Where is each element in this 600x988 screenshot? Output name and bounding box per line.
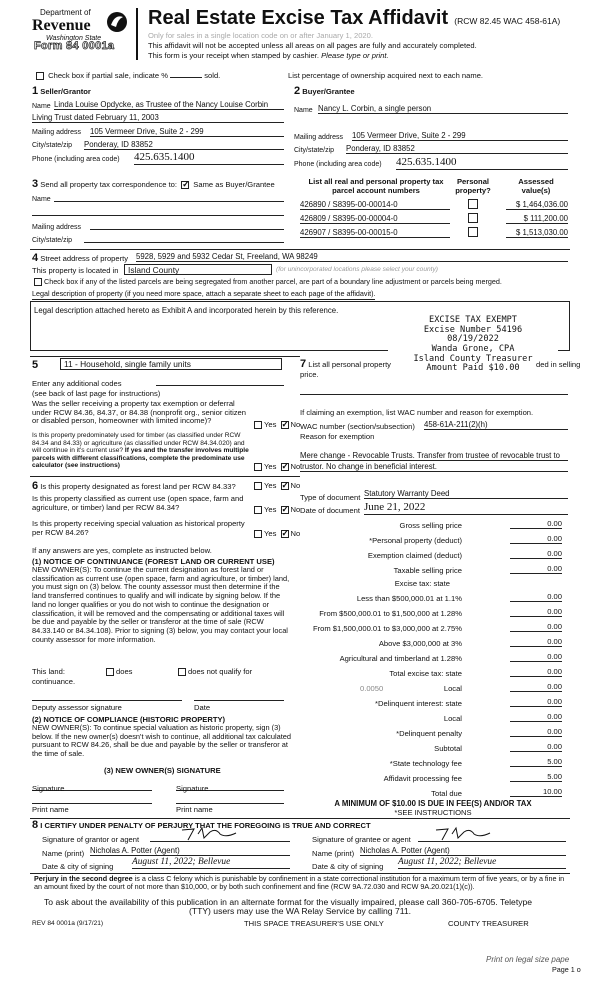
certify-text: I CERTIFY UNDER PENALTY OF PERJURY THAT THE FOREGOING IS TRUE AND CORRECT — [40, 821, 371, 830]
does-label: does — [116, 667, 133, 676]
section3-city-field[interactable] — [84, 235, 284, 243]
taxable-value[interactable]: 0.00 — [510, 564, 562, 574]
seller-phone-label: Phone (including area code) — [32, 156, 120, 163]
buyer-heading-text: Buyer/Grantee — [302, 87, 355, 96]
reason-label: Reason for exemption — [300, 432, 375, 441]
historic-no-label: No — [290, 529, 301, 538]
grantor-sig-label: Signature of grantor or agent — [42, 835, 140, 844]
section7-num: 7 — [300, 358, 307, 370]
subtotal-label: Subtotal — [434, 744, 462, 753]
personal-checkbox-3[interactable] — [468, 227, 478, 237]
if-yes-note: If any answers are yes, complete as instructed below. — [32, 546, 212, 555]
buyer-phone-label: Phone (including area code) — [294, 161, 382, 168]
owner-print-label-2: Print name — [176, 805, 213, 814]
this-land-row — [32, 667, 294, 676]
deputy-label: Deputy assessor signature — [32, 703, 122, 712]
legal-description-text: Legal description attached hereto as Exhibit A and incorporated herein by this reference. — [34, 306, 339, 315]
stamp-line2: Excise Number 54196 — [423, 324, 523, 335]
timber-question — [32, 432, 254, 470]
header-divider — [136, 8, 138, 60]
form-title — [148, 6, 560, 30]
buyer-city-label: City/state/zip — [294, 147, 335, 154]
located-label: This property is located in — [32, 266, 119, 275]
access-note-1: To ask about the availability of this publication in an alternate format for the visually impaired, please call 360-705-6705. Teletype — [44, 897, 533, 907]
stamp-line1: EXCISE TAX EXEMPT — [429, 315, 517, 325]
assessed-col-header: Assessed value(s) — [518, 177, 554, 196]
timber-yes-checkbox[interactable] — [254, 463, 262, 471]
tech-fee-label: *State technology fee — [389, 759, 462, 768]
partial-sale-label-b: sold. — [204, 71, 221, 80]
exemption-yes-checkbox[interactable] — [254, 421, 262, 429]
penalty-value[interactable]: 0.00 — [510, 727, 562, 737]
buyer-heading — [294, 85, 355, 98]
legal-label: Legal description of property (if you need more space, attach a separate sheet to each page of the affidavit). — [32, 289, 376, 298]
personal-property-line[interactable] — [300, 394, 568, 395]
divider-5 — [30, 356, 300, 357]
parcel-id-1[interactable]: 426890 / S8395-00-00014-0 — [300, 200, 450, 210]
divider-4 — [30, 249, 570, 250]
section3-city-label: City/state/zip — [32, 237, 73, 244]
grantee-name-label: Name (print) — [312, 849, 355, 858]
same-as-buyer-label: Same as Buyer/Grantee — [193, 180, 275, 189]
county-select[interactable]: Island County — [124, 264, 272, 275]
timber-yesno — [252, 462, 300, 471]
stamp-line6: Amount Paid $10.00 — [426, 363, 520, 374]
agency-line3: Washington State — [46, 35, 102, 42]
perjury-note — [34, 875, 570, 892]
page-number: Page 1 o — [552, 965, 581, 974]
historic-yesno — [252, 529, 300, 538]
continuance-label: continuance. — [32, 677, 76, 686]
grantee-name[interactable]: Nicholas A. Potter (Agent) — [360, 846, 566, 856]
street-label: Street address of property — [40, 254, 129, 263]
rev-number: REV 84 0001a (9/17/21) — [32, 920, 104, 927]
personal-checkbox-2[interactable] — [468, 213, 478, 223]
delinq-state-label: *Delinquent interest: state — [375, 699, 462, 708]
legal-size-note: Print on legal size pape — [486, 955, 570, 964]
tech-fee-value[interactable]: 5.00 — [510, 757, 562, 767]
additional-codes-field[interactable] — [156, 378, 284, 386]
section4-num: 4 — [32, 252, 39, 264]
seller-mail[interactable]: 105 Vermeer Drive, Suite 2 - 299 — [90, 127, 284, 137]
forest-question — [32, 480, 254, 493]
agency-line1: Department of — [40, 8, 91, 17]
section4-row — [32, 252, 128, 265]
seller-heading-text: Seller/Grantor — [40, 87, 91, 96]
form-id: Form 84 0001a — [34, 40, 115, 52]
access-note-2: (TTY) users may use the WA Relay Service by calling 711. — [188, 906, 412, 916]
grantee-signature[interactable] — [418, 828, 566, 842]
does-not-label: does not qualify for — [188, 667, 253, 676]
grantor-name[interactable]: Nicholas A. Potter (Agent) — [90, 846, 290, 856]
proc-fee-label: Affidavit processing fee — [383, 774, 462, 783]
doc-date[interactable]: June 21, 2022 — [364, 501, 568, 515]
tier3-label: From $1,500,000.01 to $3,000,000 at 2.75% — [312, 624, 462, 633]
notice3-title: (3) NEW OWNER(S) SIGNATURE — [104, 766, 221, 775]
grantee-signature-mark — [434, 824, 494, 842]
exemption-no-label: No — [290, 420, 301, 429]
same-as-buyer-checkbox[interactable] — [181, 181, 189, 189]
subtitle-2-text: This form is your receipt when stamped by cashier. — [148, 51, 319, 60]
tier3-value[interactable]: 0.00 — [510, 622, 562, 632]
parcel-id-2[interactable]: 426809 / S8395-00-00004-0 — [300, 214, 450, 224]
does-checkbox[interactable] — [106, 668, 114, 676]
subtitle-2-italic: Please type or print. — [321, 51, 389, 60]
owner-sig-label-2: Signature — [176, 784, 209, 793]
ag-label: Agricultural and timberland at 1.28% — [339, 654, 462, 663]
owner-print-line-1[interactable] — [32, 803, 152, 804]
forest-no-checkbox[interactable] — [281, 482, 289, 490]
current-use-yesno — [252, 505, 300, 514]
current-use-yes-label: Yes — [264, 505, 277, 514]
partial-sale-checkbox[interactable] — [36, 72, 44, 80]
penalty-label: *Delinquent penalty — [396, 729, 462, 738]
seller-heading — [32, 85, 91, 98]
section3-num: 3 — [32, 178, 39, 190]
reason-line-2 — [300, 471, 568, 472]
notice2-text: NEW OWNER(S): To continue special valuation as historic property, sign (3) below. If the new owner(s) doesn't wish to continue, all additional tax calculated pursuant to RCW 84.26, shall be due and payable by the seller or transferor at the time of sale. — [32, 723, 292, 759]
excise-state-label: Excise tax: state — [394, 579, 450, 588]
grantor-date-label: Date & city of signing — [42, 862, 114, 871]
does-not-option — [176, 667, 252, 676]
doc-type-label: Type of document — [300, 493, 361, 502]
agency-line2: Revenue — [32, 17, 91, 34]
subtotal-value[interactable]: 0.00 — [510, 742, 562, 752]
seller-city[interactable]: Ponderay, ID 83852 — [84, 140, 284, 150]
total-due-label: Total due — [431, 789, 462, 798]
assessed-value-2[interactable]: $ 111,200.00 — [506, 214, 568, 224]
street-address[interactable]: 5928, 5929 and 5932 Cedar St, Freeland, WA 98249 — [136, 252, 568, 262]
buyer-mail-label: Mailing address — [294, 134, 344, 141]
exemption-no-checkbox[interactable] — [281, 421, 289, 429]
ownership-note: List percentage of ownership acquired next to each name. — [288, 71, 484, 80]
seller-name-label: Name — [32, 103, 51, 110]
notice2-title: (2) NOTICE OF COMPLIANCE (HISTORIC PROPERTY) — [32, 715, 226, 724]
county-treasurer: COUNTY TREASURER — [448, 919, 529, 928]
grantor-date-city[interactable]: August 11, 2022; Bellevue — [132, 857, 290, 869]
exemption-question-text: Was the seller receiving a property tax exemption or deferral under RCW 84.36, 84.37, or 84.38 (nonprofit org., senior citizen or disabled person, homeowner with limited income)? — [32, 399, 247, 426]
proc-fee-value[interactable]: 5.00 — [510, 772, 562, 782]
deputy-date-label: Date — [194, 703, 211, 712]
total-state-value[interactable]: 0.00 — [510, 667, 562, 677]
historic-no-checkbox[interactable] — [281, 530, 289, 538]
minimum-note: A MINIMUM OF $10.00 IS DUE IN FEE(S) AND/OR TAX — [334, 799, 532, 808]
forest-question-text: Is this property designated as forest land per RCW 84.33? — [40, 482, 236, 491]
notice1-text: NEW OWNER(S): To continue the current designation as forest land or classification as current use (open space, farm and agriculture, or timber) land, you must sign on (3) below. The county assessor must then determine if the land transferred continues to qualify and will indicate by signing below. If the land no longer qualifies or you do not wish to continue the designation or classification, it will be removed and the compensating or additional taxes will be due and payable by the seller or transferor at the time of sale (RCW 84.33.140 or 84.34.108). Prior to signing (3) below, you may contact your local county assessor for more information. — [32, 565, 290, 644]
wac-label: WAC number (section/subsection) — [300, 422, 415, 431]
buyer-city[interactable]: Ponderay, ID 83852 — [346, 144, 568, 154]
reason-line-1 — [300, 460, 568, 461]
historic-question: Is this property receiving special valuation as historical property per RCW 84.26? — [32, 519, 245, 537]
deputy-sig-line[interactable] — [32, 700, 182, 701]
does-not-checkbox[interactable] — [178, 668, 186, 676]
timber-question-bold: If yes and the transfer involves multiple parcels with different classifications, complete the predominate use calculator (see instructions) — [32, 447, 249, 470]
total-due-value[interactable]: 10.00 — [510, 787, 562, 797]
timber-no-checkbox[interactable] — [281, 463, 289, 471]
historic-yes-checkbox[interactable] — [254, 530, 262, 538]
exemption-deduct-value[interactable]: 0.00 — [510, 549, 562, 559]
seller-name-2[interactable]: Living Trust dated February 11, 2003 — [32, 113, 284, 123]
gross-label: Gross selling price — [399, 521, 462, 530]
segregation-label: Check box if any of the listed parcels are being segregated from another parcel, are part of a boundary line adjustment or parcels being merged. — [44, 277, 502, 286]
segregation-checkbox[interactable] — [34, 278, 42, 286]
seller-mail-label: Mailing address — [32, 129, 82, 136]
local-rate: 0.0050 — [360, 684, 384, 693]
buyer-mail[interactable]: 105 Vermeer Drive, Suite 2 - 299 — [352, 131, 568, 141]
current-use-yes-checkbox[interactable] — [254, 506, 262, 514]
section7-label-b: ded in selling — [536, 360, 581, 369]
tier2-value[interactable]: 0.00 — [510, 607, 562, 617]
does-option — [104, 667, 132, 676]
treasurer-use: THIS SPACE TREASURER'S USE ONLY — [244, 919, 384, 928]
grantor-name-label: Name (print) — [42, 849, 85, 858]
seller-name-1[interactable]: Linda Louise Opdycke, as Trustee of the Nancy Louise Corbin — [54, 100, 284, 110]
timber-question-text: Is this property predominately used for timber (as classified under RCW 84.34 and 84.33) or agriculture (as classified under RCW 84.34.020) and will continue in it's current use? — [32, 432, 245, 455]
current-use-no-checkbox[interactable] — [281, 506, 289, 514]
section5-num: 5 — [32, 359, 39, 371]
dor-swirl-icon — [106, 10, 128, 34]
owner-print-line-2[interactable] — [176, 803, 284, 804]
taxable-label: Taxable selling price — [393, 566, 462, 575]
stamp-line4: Wanda Grone, CPA — [431, 343, 515, 354]
section3-name-label: Name — [32, 196, 51, 203]
section6-num: 6 — [32, 480, 39, 492]
section7-label-a: List all personal property — [308, 360, 391, 369]
exempt-stamp — [388, 316, 558, 374]
total-state-label: Total excise tax: state — [389, 669, 462, 678]
tier4-label: Above $3,000,000 at 3% — [378, 639, 462, 648]
section8-num: 8 — [32, 819, 39, 831]
subtitle-1: This affidavit will not be accepted unless all areas on all pages are fully and accurately completed. — [148, 41, 477, 50]
section3-mail-label: Mailing address — [32, 224, 82, 231]
title-ref: (RCW 82.45 WAC 458-61A) — [454, 16, 561, 26]
partial-sale-label-a: Check box if partial sale, indicate % — [48, 71, 168, 80]
tier2-label: From $500,000.01 to $1,500,000 at 1.28% — [319, 609, 462, 618]
segregation-row — [32, 278, 502, 287]
deputy-date-line[interactable] — [194, 700, 284, 701]
section3-label: Send all property tax correspondence to: — [40, 180, 178, 189]
local-value[interactable]: 0.00 — [510, 682, 562, 692]
seller-phone[interactable]: 425.635.1400 — [134, 151, 284, 165]
buyer-name-label: Name — [294, 107, 313, 114]
tier4-value[interactable]: 0.00 — [510, 637, 562, 647]
section3-name-field-2[interactable] — [32, 208, 284, 216]
section3-mail-field[interactable] — [90, 222, 284, 230]
grantee-sig-label: Signature of grantee or agent — [312, 835, 411, 844]
exemption-question — [32, 400, 254, 426]
local2-label: Local — [443, 714, 462, 723]
parcel-id-3[interactable]: 426907 / S8395-00-00015-0 — [300, 228, 450, 238]
wac-number[interactable]: 458-61A-211(2)(h) — [424, 420, 568, 430]
historic-yes-label: Yes — [264, 529, 277, 538]
forest-yes-checkbox[interactable] — [254, 482, 262, 490]
codes-label: Enter any additional codes — [32, 379, 122, 388]
exemption-deduct-label: Exemption claimed (deduct) — [367, 551, 462, 560]
current-use-no-label: No — [290, 505, 301, 514]
buyer-num: 2 — [294, 85, 301, 97]
tier1-label: Less than $500,000.01 at 1.1% — [356, 594, 462, 603]
stamp-line5: Island County Treasurer — [413, 353, 533, 364]
section3-name-field[interactable] — [54, 194, 284, 202]
perjury-text: is a class C felony which is punishable by confinement in a state correctional institution for a maximum term of five years, or by a fine in an amount fixed by the court of not more than $10,000, or by both such confinement and fine (RCW 9A.72.030 and RCW 9A.20.021(1)(c)). — [34, 874, 565, 892]
forest-yesno — [252, 481, 300, 490]
timber-no-label: No — [290, 462, 301, 471]
buyer-name[interactable]: Nancy L. Corbin, a single person — [318, 104, 568, 114]
partial-sale-row — [34, 71, 220, 80]
codes-hint: (see back of last page for instructions) — [32, 389, 161, 398]
exemption-yes-label: Yes — [264, 420, 277, 429]
personal-deduct-label: *Personal property (deduct) — [369, 536, 462, 545]
divider-6 — [30, 476, 300, 477]
subtitle-2 — [148, 51, 389, 60]
doc-date-label: Date of document — [300, 506, 360, 515]
tier1-value[interactable]: 0.00 — [510, 592, 562, 602]
buyer-phone[interactable]: 425.635.1400 — [396, 156, 568, 170]
ag-value[interactable]: 0.00 — [510, 652, 562, 662]
section3-heading — [32, 178, 275, 191]
current-use-question: Is this property classified as current use (open space, farm and agriculture, or timber) land per RCW 84.34? — [32, 494, 244, 512]
parcel-col-header: List all real and personal property tax parcel account numbers — [308, 177, 444, 196]
exemption-yesno — [252, 420, 300, 429]
reason-text[interactable]: Mere change - Revocable Trusts. Transfer from trustee of revocable trust to trustor. No change in beneficial interest. — [300, 451, 561, 472]
exempt-label: If claiming an exemption, list WAC number and reason for exemption. — [300, 408, 534, 417]
delinq-state-value[interactable]: 0.00 — [510, 697, 562, 707]
forest-yes-label: Yes — [264, 481, 277, 490]
timber-yes-label: Yes — [264, 462, 277, 471]
personal-col-header: Personal property? — [455, 177, 491, 196]
local-label: Local — [443, 684, 462, 693]
local2-value[interactable]: 0.00 — [510, 712, 562, 722]
personal-deduct-value[interactable]: 0.00 — [510, 534, 562, 544]
seller-num: 1 — [32, 85, 39, 97]
grantor-signature-mark — [180, 824, 240, 842]
this-land-label: This land: — [32, 667, 65, 676]
doc-type[interactable]: Statutory Warranty Deed — [364, 489, 568, 499]
stamp-line3: 08/19/2022 — [447, 334, 499, 345]
perjury-bold: Perjury in the second degree — [34, 874, 133, 883]
owner-sig-label-1: Signature — [32, 784, 65, 793]
personal-checkbox-1[interactable] — [468, 199, 478, 209]
assessed-value-1[interactable]: $ 1,464,036.00 — [506, 200, 568, 210]
owner-print-label-1: Print name — [32, 805, 69, 814]
gross-value[interactable]: 0.00 — [510, 519, 562, 529]
assessed-value-3[interactable]: $ 1,513,030.00 — [506, 228, 568, 238]
forest-no-label: No — [290, 481, 301, 490]
subtitle-grey: Only for sales in a single location code on or after January 1, 2020. — [148, 31, 373, 40]
grantor-signature[interactable] — [150, 828, 290, 842]
grantee-date-city[interactable]: August 11, 2022; Bellevue — [398, 857, 566, 869]
section7-label-c: price. — [300, 370, 319, 379]
county-hint: (for unincorporated locations please select your county) — [276, 266, 439, 273]
see-instructions: *SEE INSTRUCTIONS — [394, 808, 472, 817]
notice1-title: (1) NOTICE OF CONTINUANCE (FOREST LAND OR CURRENT USE) — [32, 557, 275, 566]
title-text: Real Estate Excise Tax Affidavit — [148, 7, 449, 29]
use-code-select[interactable]: 11 - Household, single family units — [60, 358, 282, 370]
partial-percent-field[interactable] — [170, 77, 202, 78]
grantee-date-label: Date & city of signing — [312, 862, 384, 871]
seller-city-label: City/state/zip — [32, 142, 73, 149]
